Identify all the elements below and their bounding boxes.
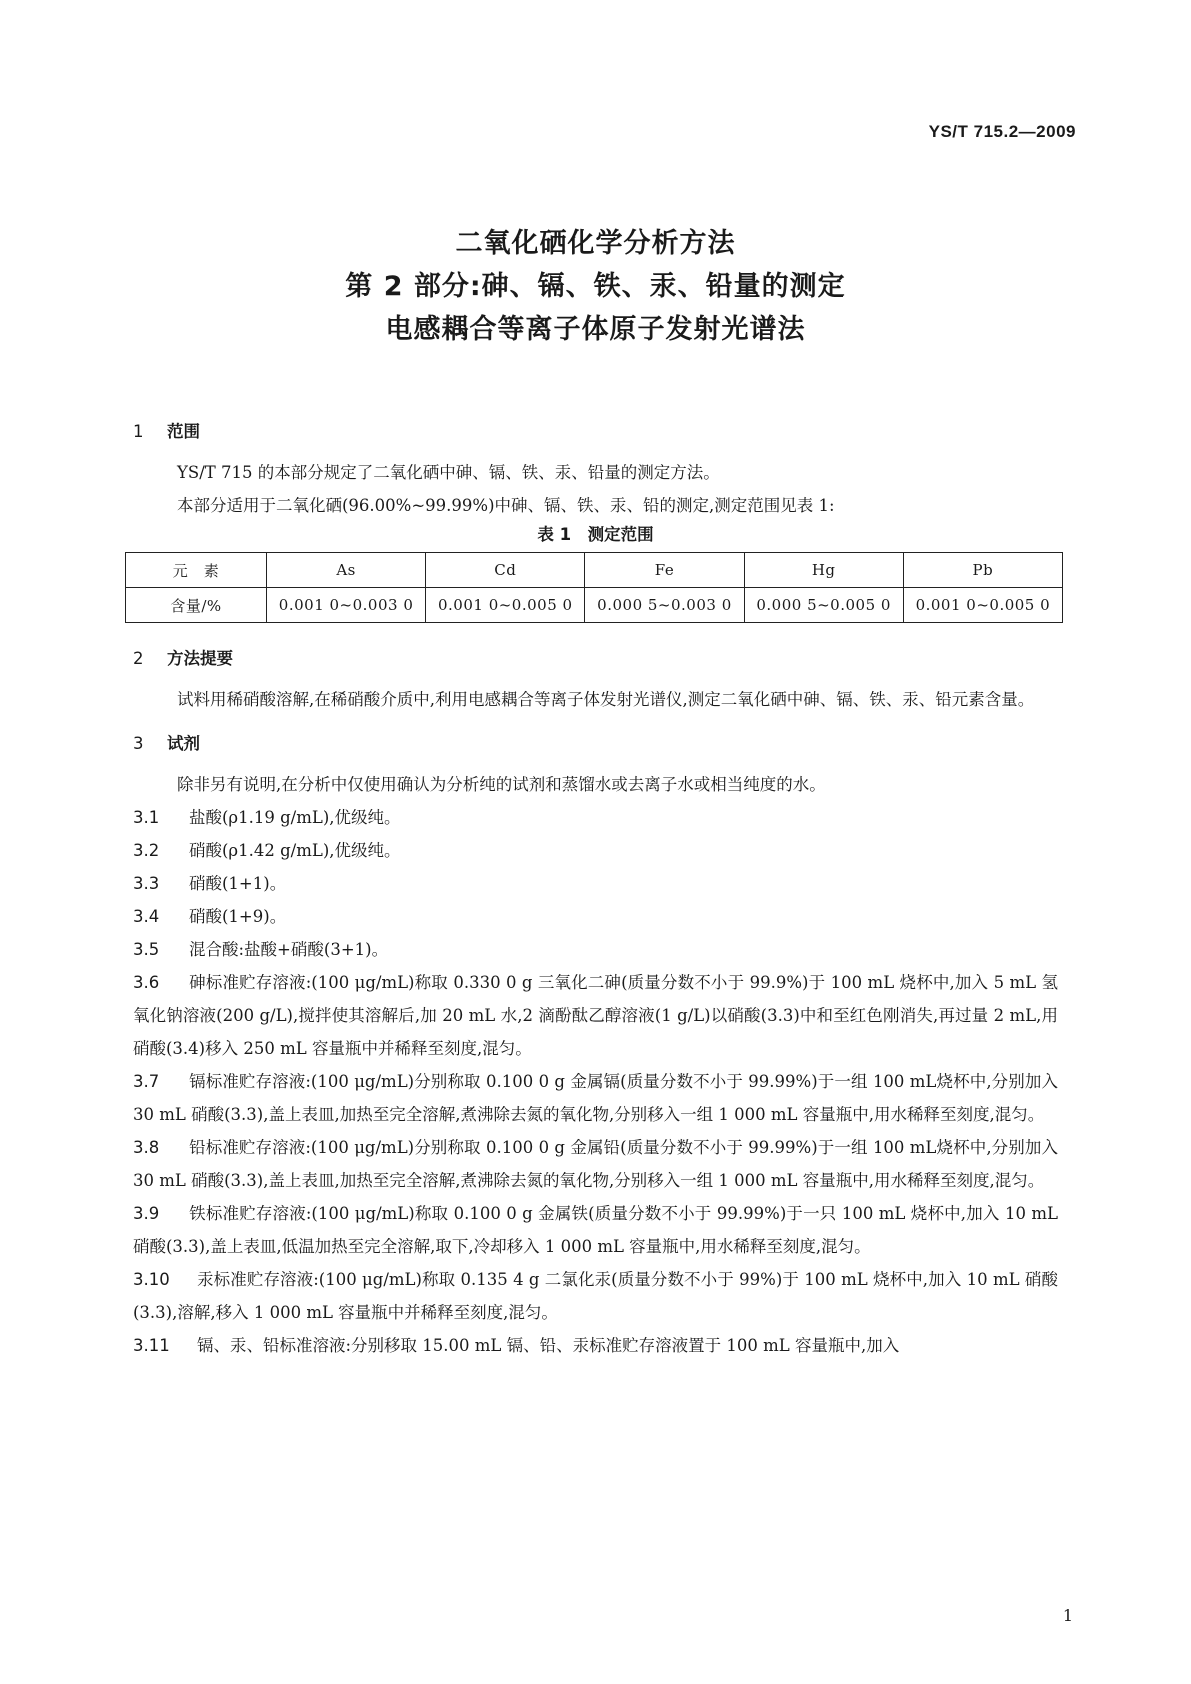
section-title: 范围: [167, 422, 200, 441]
reagent-item: [133, 933, 1058, 966]
standard-code: YS/T 715.2—2009: [928, 122, 1076, 141]
document-body: [133, 418, 1058, 1362]
reagent-item: [133, 1131, 1058, 1197]
item-number: 3.11: [133, 1336, 170, 1355]
table-cell: As: [267, 553, 426, 588]
reagent-item: [133, 801, 1058, 834]
section-3-heading: [133, 730, 1058, 758]
section-number: 3: [133, 734, 144, 753]
reagent-item: [133, 834, 1058, 867]
reagents-intro: 除非另有说明,在分析中仅使用确认为分析纯的试剂和蒸馏水或去离子水或相当纯度的水。: [177, 775, 826, 794]
table-row-header: 元 素: [126, 553, 267, 588]
item-number: 3.10: [133, 1270, 170, 1289]
item-number: 3.4: [133, 907, 160, 926]
title-line-3: 电感耦合等离子体原子发射光谱法: [385, 314, 806, 345]
reagent-item: [133, 1329, 1058, 1362]
method-summary-paragraph: 试料用稀硝酸溶解,在稀硝酸介质中,利用电感耦合等离子体发射光谱仪,测定二氧化硒中砷、镉、铁、汞、铅元素含量。: [177, 690, 1035, 709]
table-cell: 0.000 5~0.005 0: [744, 588, 903, 623]
table-caption: 表 1 测定范围: [537, 525, 654, 544]
item-text: 镉标准贮存溶液:(100 μg/mL)分别称取 0.100 0 g 金属镉(质量分数不小于 99.99%)于一组 100 mL烧杯中,分别加入 30 mL 硝酸(3.3),盖上表皿,加热至完全溶解,煮沸除去氮的氧化物,分别移入一组 1 000 mL 容量瓶中,用水稀释至刻度,混匀。: [133, 1072, 1058, 1124]
table-row-header: 含量/%: [126, 588, 267, 623]
item-text: 镉、汞、铅标准溶液:分别移取 15.00 mL 镉、铅、汞标准贮存溶液置于 100 mL 容量瓶中,加入: [197, 1336, 900, 1355]
table-cell: 0.000 5~0.003 0: [585, 588, 744, 623]
reagent-item: [133, 966, 1058, 1065]
item-text: 汞标准贮存溶液:(100 μg/mL)称取 0.135 4 g 二氯化汞(质量分数不小于 99%)于 100 mL 烧杯中,加入 10 mL 硝酸(3.3),溶解,移入 1 000 mL 容量瓶中并稀释至刻度,混匀。: [133, 1270, 1058, 1322]
table-row-elements: [126, 553, 1063, 588]
table-cell: Cd: [426, 553, 585, 588]
item-text: 硝酸(1+9)。: [189, 907, 287, 926]
item-text: 盐酸(ρ1.19 g/mL),优级纯。: [189, 808, 401, 827]
reagent-item: [133, 1197, 1058, 1263]
table-row-contents: [126, 588, 1063, 623]
section-1-heading: [133, 418, 1058, 446]
item-text: 硝酸(1+1)。: [189, 874, 287, 893]
item-text: 混合酸:盐酸+硝酸(3+1)。: [189, 940, 389, 959]
reagent-item: [133, 1263, 1058, 1329]
title-line-1: 二氧化硒化学分析方法: [455, 228, 736, 259]
reagent-item: [133, 867, 1058, 900]
section-number: 2: [133, 649, 144, 668]
table-cell: Hg: [744, 553, 903, 588]
item-text: 铅标准贮存溶液:(100 μg/mL)分别称取 0.100 0 g 金属铅(质量分数不小于 99.99%)于一组 100 mL烧杯中,分别加入 30 mL 硝酸(3.3),盖上表皿,加热至完全溶解,煮沸除去氮的氧化物,分别移入一组 1 000 mL 容量瓶中,用水稀释至刻度,混匀。: [133, 1138, 1058, 1190]
item-text: 砷标准贮存溶液:(100 μg/mL)称取 0.330 0 g 三氧化二砷(质量分数不小于 99.9%)于 100 mL 烧杯中,加入 5 mL 氢氧化钠溶液(200 g/L),搅拌使其溶解后,加 20 mL 水,2 滴酚酞乙醇溶液(1 g/L)以硝酸(3.3)中和至红色刚消失,再过量 2 mL,用硝酸(3.4)移入 250 mL 容量瓶中并稀释至刻度,混匀。: [133, 973, 1058, 1058]
section-2-heading: [133, 645, 1058, 673]
table-cell: 0.001 0~0.005 0: [426, 588, 585, 623]
reagent-item: [133, 1065, 1058, 1131]
table-cell: 0.001 0~0.005 0: [903, 588, 1062, 623]
page-number: 1: [1062, 1606, 1073, 1625]
section-title: 方法提要: [167, 649, 233, 668]
table-cell: Pb: [903, 553, 1062, 588]
document-title: [0, 222, 1191, 351]
reagent-item: [133, 900, 1058, 933]
range-table: [125, 552, 1063, 623]
table-cell: Fe: [585, 553, 744, 588]
item-number: 3.5: [133, 940, 160, 959]
item-number: 3.8: [133, 1138, 160, 1157]
scope-paragraph-1: YS/T 715 的本部分规定了二氧化硒中砷、镉、铁、汞、铅量的测定方法。: [177, 463, 720, 482]
item-number: 3.6: [133, 973, 160, 992]
item-text: 硝酸(ρ1.42 g/mL),优级纯。: [189, 841, 401, 860]
item-number: 3.1: [133, 808, 160, 827]
table-cell: 0.001 0~0.003 0: [267, 588, 426, 623]
section-number: 1: [133, 422, 144, 441]
item-number: 3.7: [133, 1072, 160, 1091]
item-number: 3.3: [133, 874, 160, 893]
section-title: 试剂: [167, 734, 200, 753]
scope-paragraph-2: 本部分适用于二氧化硒(96.00%~99.99%)中砷、镉、铁、汞、铅的测定,测定范围见表 1:: [177, 496, 835, 515]
item-text: 铁标准贮存溶液:(100 μg/mL)称取 0.100 0 g 金属铁(质量分数不小于 99.99%)于一只 100 mL 烧杯中,加入 10 mL 硝酸(3.3),盖上表皿,低温加热至完全溶解,取下,冷却移入 1 000 mL 容量瓶中,用水稀释至刻度,混匀。: [133, 1204, 1058, 1256]
item-number: 3.2: [133, 841, 160, 860]
item-number: 3.9: [133, 1204, 160, 1223]
title-line-2: 第 2 部分:砷、镉、铁、汞、铅量的测定: [345, 271, 846, 302]
